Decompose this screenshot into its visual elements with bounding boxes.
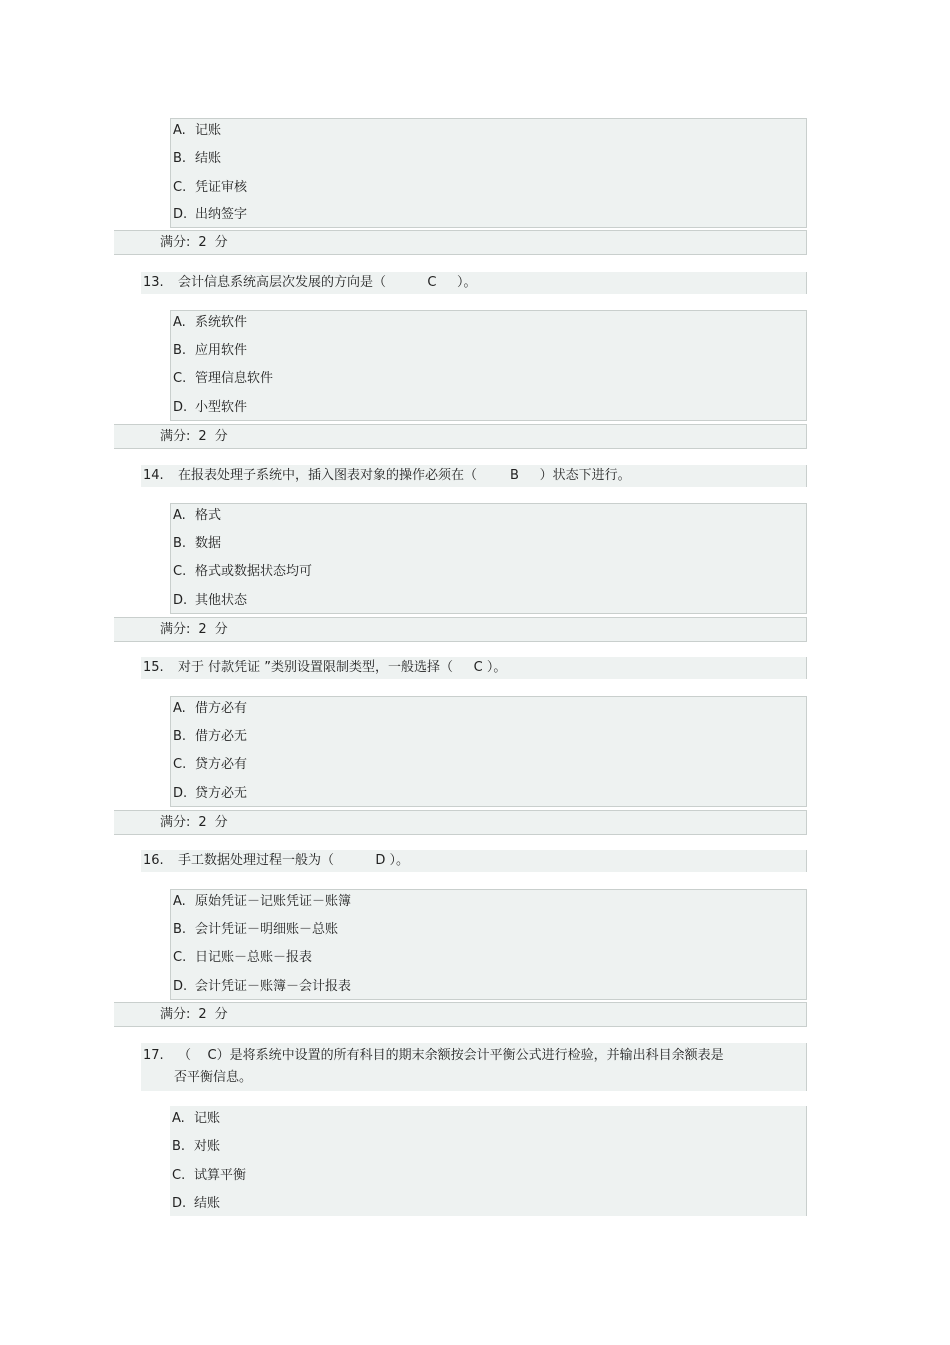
question-text-line2: 否平衡信息。 (174, 1070, 253, 1085)
option-a[interactable]: A. 系统软件 (173, 315, 248, 330)
option-c[interactable]: C. 贷方必有 (173, 757, 248, 772)
question-bar (141, 850, 807, 872)
question-text: 在报表处理子系统中，插入图表对象的操作必须在（ B ）状态下进行。 (178, 468, 631, 483)
question-text: 对于 付款凭证 ”类别设置限制类型，一般选择（ C ）。 (178, 660, 507, 675)
option-d[interactable]: D. 结账 (172, 1196, 221, 1211)
option-c[interactable]: C. 日记账－总账－报表 (173, 950, 313, 965)
question-bar (141, 465, 807, 487)
option-b[interactable]: B. 应用软件 (173, 343, 248, 358)
question-text: 会计信息系统高层次发展的方向是（ C ）。 (178, 275, 477, 290)
option-d[interactable]: D. 小型软件 (173, 400, 248, 415)
score-bar: 满分: 2 分 (114, 810, 807, 835)
question-text: （ C）是将系统中设置的所有科目的期末余额按会计平衡公式进行检验，并输出科目余额表是 (178, 1048, 724, 1063)
options-box (170, 310, 807, 421)
option-b[interactable]: B. 借方必无 (173, 729, 248, 744)
option-b[interactable]: B. 结账 (173, 151, 222, 166)
option-c[interactable]: C. 凭证审核 (173, 180, 248, 195)
score-bar: 满分: 2 分 (114, 617, 807, 642)
option-d[interactable]: D. 贷方必无 (173, 786, 248, 801)
option-c[interactable]: C. 格式或数据状态均可 (173, 564, 313, 579)
question-bar (141, 1043, 807, 1091)
question-number: 17. (143, 1048, 164, 1063)
option-d[interactable]: D. 会计凭证－账簿－会计报表 (173, 979, 352, 994)
question-number: 16. (143, 853, 164, 868)
option-a[interactable]: A. 记账 (172, 1111, 221, 1126)
option-b[interactable]: B. 会计凭证－明细账－总账 (173, 922, 339, 937)
options-box (170, 1106, 807, 1216)
option-b[interactable]: B. 数据 (173, 536, 222, 551)
options-box (170, 118, 807, 228)
score-bar: 满分: 2 分 (114, 1002, 807, 1027)
option-a[interactable]: A. 原始凭证－记账凭证－账簿 (173, 894, 352, 909)
option-a[interactable]: A. 记账 (173, 123, 222, 138)
question-number: 13. (143, 275, 164, 290)
options-box (170, 889, 807, 1000)
score-bar: 满分: 2 分 (114, 424, 807, 449)
question-number: 15. (143, 660, 164, 675)
question-number: 14. (143, 468, 164, 483)
question-bar (141, 272, 807, 294)
option-a[interactable]: A. 借方必有 (173, 701, 248, 716)
options-box (170, 696, 807, 807)
score-bar: 满分: 2 分 (114, 230, 807, 255)
question-text: 手工数据处理过程一般为（ D ）。 (178, 853, 409, 868)
option-d[interactable]: D. 出纳签字 (173, 207, 248, 222)
option-b[interactable]: B. 对账 (172, 1139, 221, 1154)
option-c[interactable]: C. 试算平衡 (172, 1168, 247, 1183)
option-a[interactable]: A. 格式 (173, 508, 222, 523)
option-c[interactable]: C. 管理信息软件 (173, 371, 274, 386)
option-d[interactable]: D. 其他状态 (173, 593, 248, 608)
question-bar (141, 657, 807, 679)
options-box (170, 503, 807, 614)
